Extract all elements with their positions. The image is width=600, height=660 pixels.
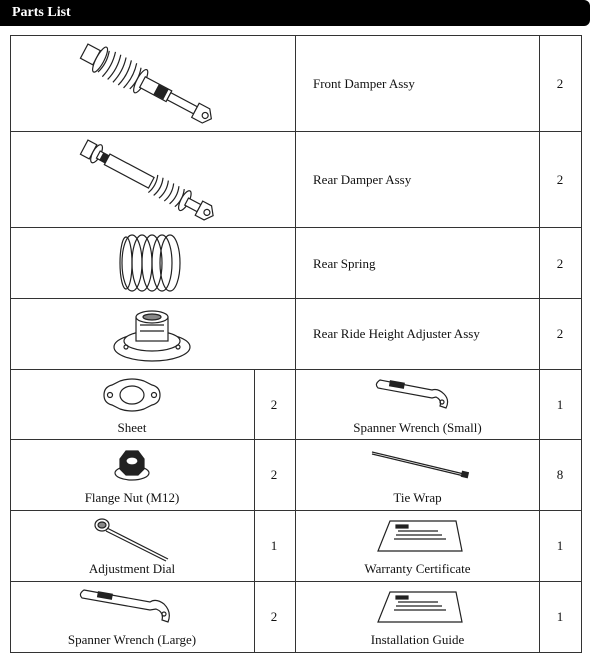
part-qty-adjustment-dial: 1 <box>270 538 278 553</box>
part-name-adjustment-dial: Adjustment Dial <box>88 561 176 576</box>
installation-guide-icon <box>376 590 464 626</box>
part-qty-warranty-certificate: 1 <box>556 538 564 553</box>
page-title: Parts List <box>12 5 71 20</box>
part-name-ride-height-adjuster: Rear Ride Height Adjuster Assy <box>313 326 480 341</box>
part-name-front-damper: Front Damper Assy <box>313 76 415 91</box>
spanner-small-icon <box>374 376 464 414</box>
part-qty-sheet: 2 <box>270 397 278 412</box>
part-name-rear-damper: Rear Damper Assy <box>313 172 412 187</box>
part-name-sheet: Sheet <box>117 420 147 435</box>
ride-height-adjuster-icon <box>112 303 192 365</box>
part-name-spanner-small: Spanner Wrench (Small) <box>353 420 482 435</box>
rear-damper-icon <box>70 136 230 226</box>
part-name-warranty-certificate: Warranty Certificate <box>364 561 471 576</box>
part-qty-front-damper: 2 <box>556 76 564 91</box>
part-qty-tie-wrap: 8 <box>556 467 564 482</box>
adjustment-dial-icon <box>92 515 172 561</box>
part-qty-rear-spring: 2 <box>556 256 564 271</box>
rear-spring-icon <box>112 232 188 294</box>
front-damper-icon <box>70 40 230 130</box>
sheet-icon <box>100 377 164 413</box>
part-qty-spanner-small: 1 <box>556 397 564 412</box>
part-name-tie-wrap: Tie Wrap <box>393 490 442 505</box>
part-name-spanner-large: Spanner Wrench (Large) <box>67 632 197 647</box>
flange-nut-icon <box>112 447 152 483</box>
warranty-certificate-icon <box>376 519 464 555</box>
part-qty-rear-damper: 2 <box>556 172 564 187</box>
spanner-large-icon <box>78 586 182 626</box>
part-qty-ride-height-adjuster: 2 <box>556 326 564 341</box>
part-name-flange-nut: Flange Nut (M12) <box>84 490 180 505</box>
part-qty-flange-nut: 2 <box>270 467 278 482</box>
part-qty-installation-guide: 1 <box>556 609 564 624</box>
part-name-rear-spring: Rear Spring <box>313 256 376 271</box>
part-name-installation-guide: Installation Guide <box>370 632 465 647</box>
tie-wrap-icon <box>370 448 474 482</box>
part-qty-spanner-large: 2 <box>270 609 278 624</box>
